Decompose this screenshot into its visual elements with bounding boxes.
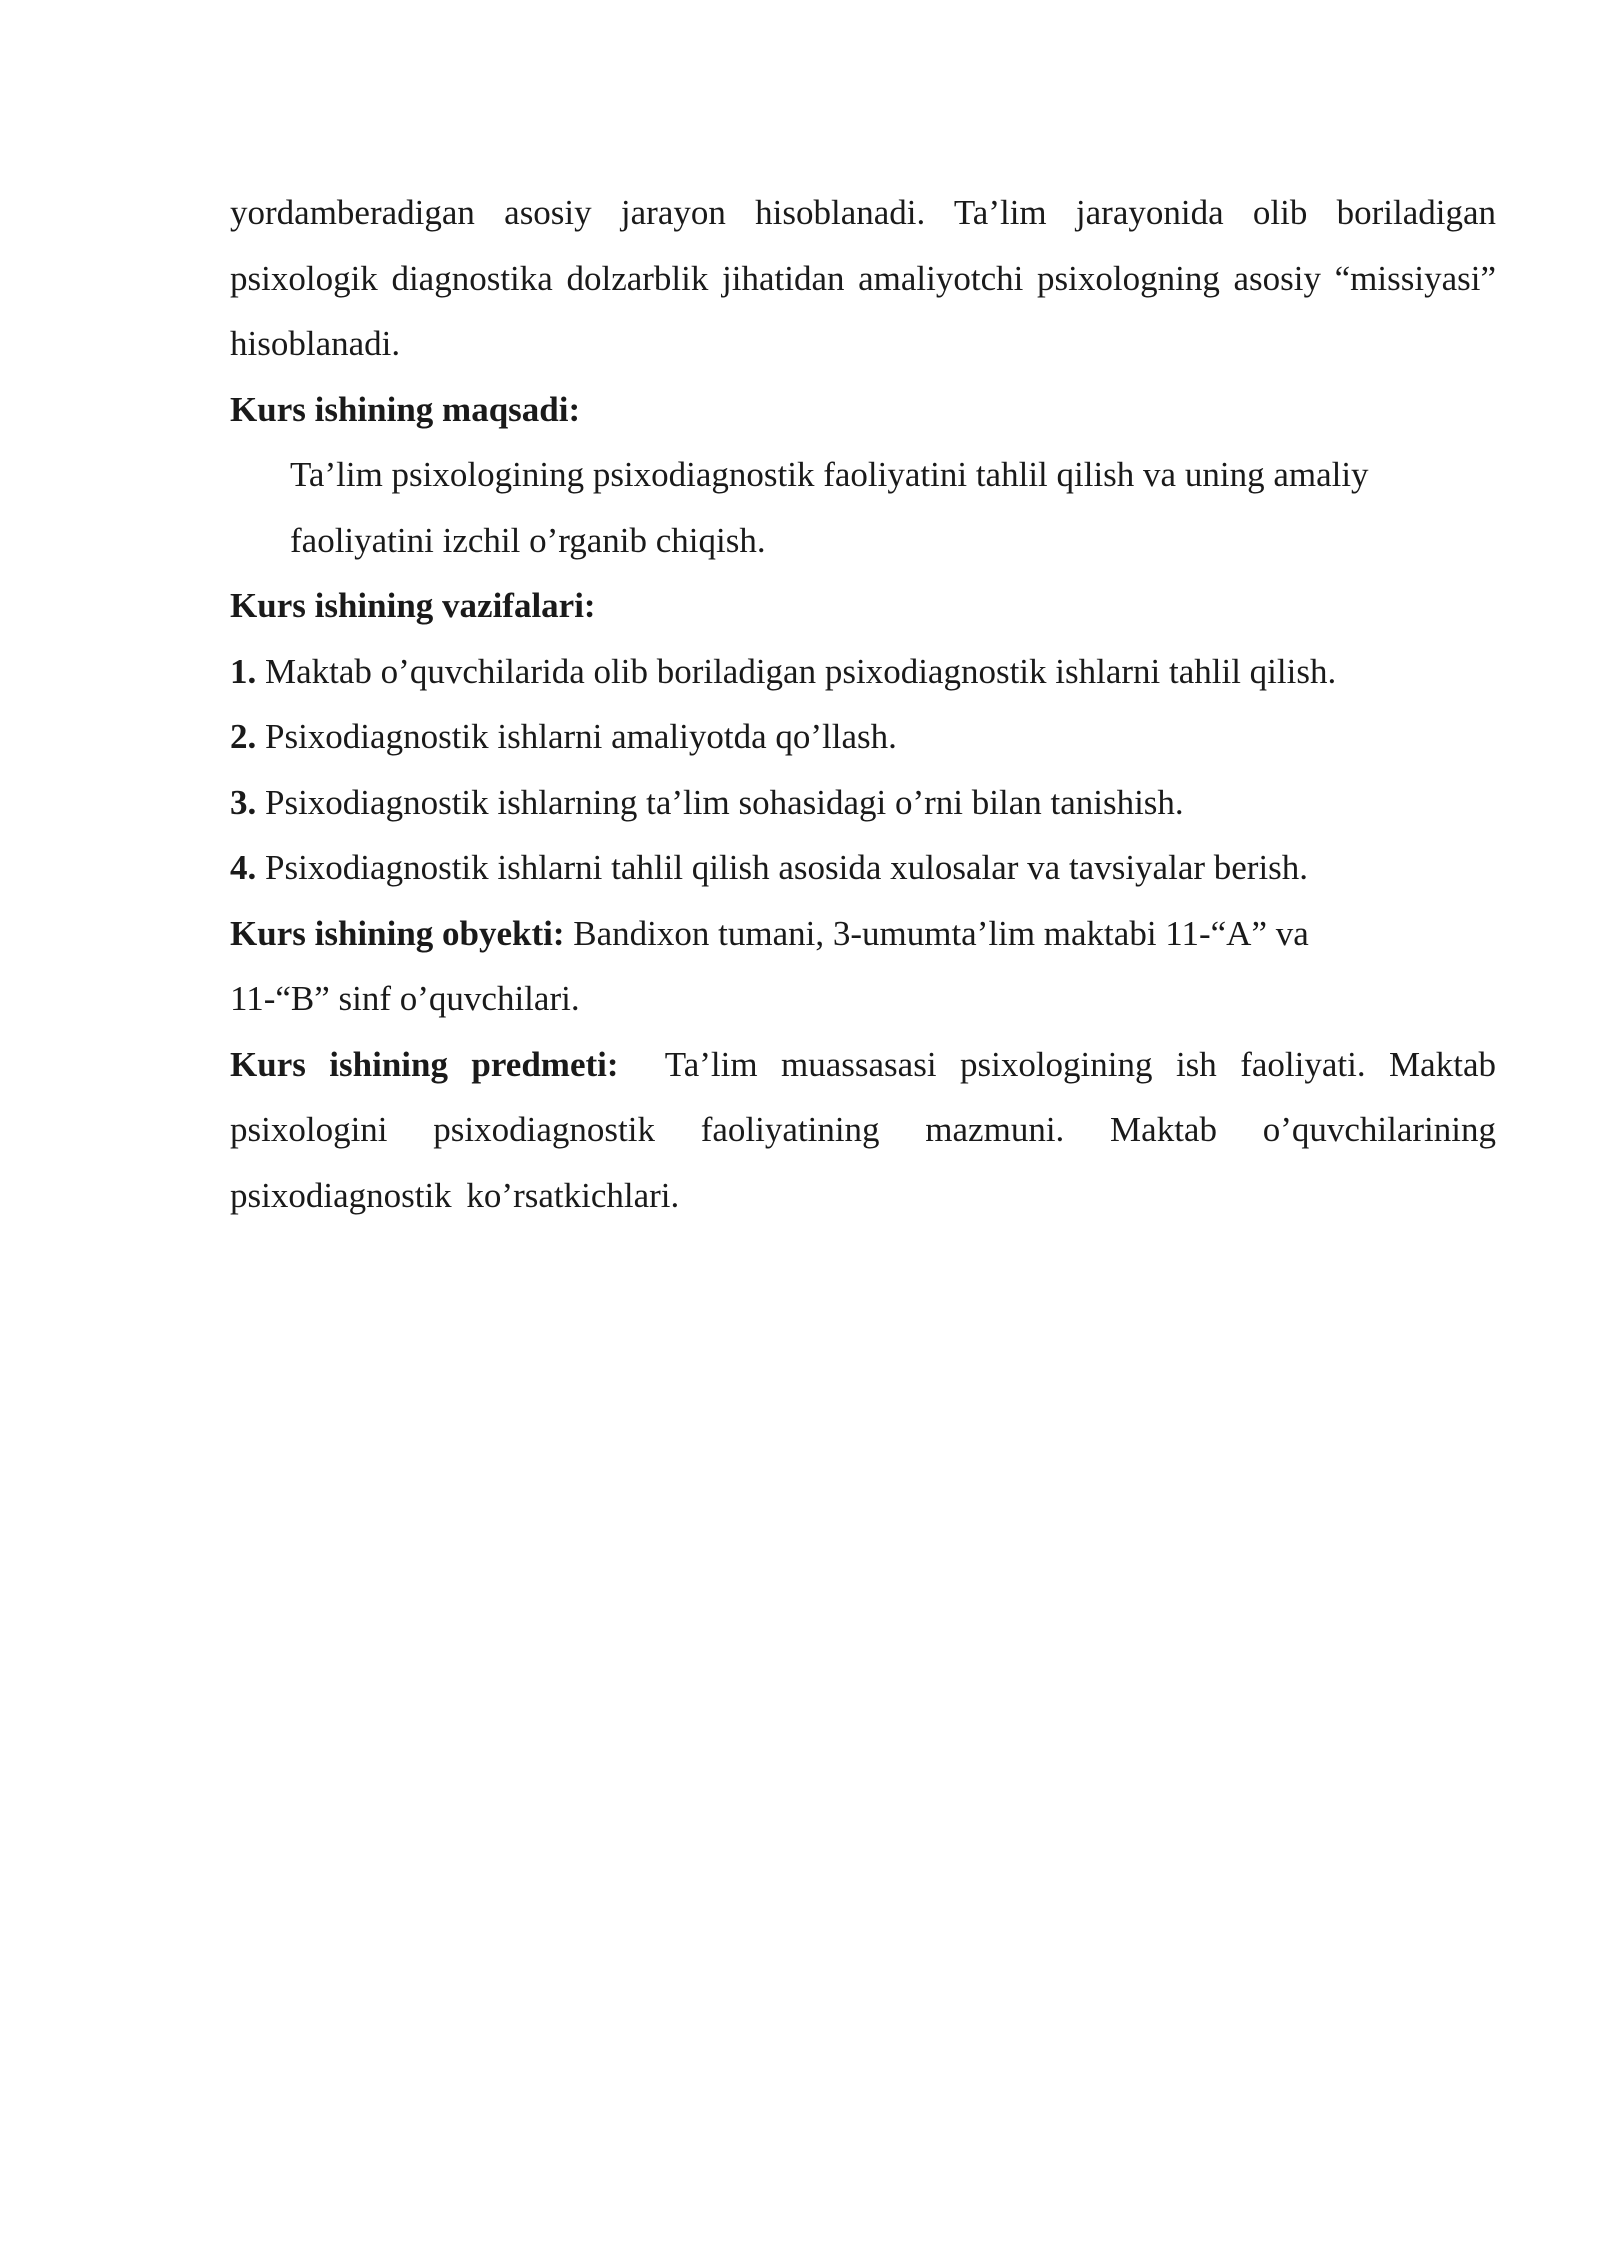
task-text: Maktab o’quvchilarida olib boriladigan psixodiagnostik ishlarni tahlil qilish.	[256, 651, 1337, 691]
task-item-4	[230, 835, 1496, 901]
subject-heading: Kurs ishining predmeti:	[230, 1044, 619, 1084]
object-line-1	[230, 901, 1496, 967]
object-line-2: 11-“B” sinf o’quvchilari.	[230, 979, 580, 1018]
task-text: Psixodiagnostik ishlarni tahlil qilish asosida xulosalar va tavsiyalar berish.	[256, 848, 1309, 887]
task-item-2	[230, 704, 1496, 770]
task-item-3	[230, 770, 1496, 836]
task-number: 1.	[230, 651, 257, 691]
tasks-heading: Kurs ishining vazifalari:	[230, 586, 596, 625]
goal-heading: Kurs ishining maqsadi:	[230, 389, 581, 429]
document-page	[230, 180, 1511, 1228]
task-number: 2.	[230, 717, 257, 756]
task-text: Psixodiagnostik ishlarni amaliyotda qo’llash.	[256, 717, 897, 756]
subject-text: Ta’lim muassasasi psixologining ish faoliyati. Maktab psixologini psixodiagnostik faoliyatining mazmuni. Maktab o’quvchilarining psixodiagnostik ko’rsatkichlari.	[230, 1044, 1511, 1215]
task-number: 4.	[230, 848, 257, 887]
intro-paragraph: yordamberadigan asosiy jarayon hisoblanadi. Ta’lim jarayonida olib boriladigan psixologik diagnostika dolzarblik jihatidan amaliyotchi psixologning asosiy “missiyasi” hisoblanadi.	[230, 193, 1496, 363]
object-heading: Kurs ishining obyekti:	[230, 913, 565, 953]
goal-text: Ta’lim psixologining psixodiagnostik faoliyatini tahlil qilish va uning amaliy faoliyatini izchil o’rganib chiqish.	[290, 455, 1369, 560]
task-text: Psixodiagnostik ishlarning ta’lim sohasidagi o’rni bilan tanishish.	[256, 782, 1184, 822]
task-number: 3.	[230, 782, 257, 822]
object-text: Bandixon tumani, 3-umumta’lim maktabi 11-“A” va	[564, 913, 1309, 953]
task-item-1	[230, 639, 1496, 705]
subject-paragraph	[230, 1032, 1511, 1229]
